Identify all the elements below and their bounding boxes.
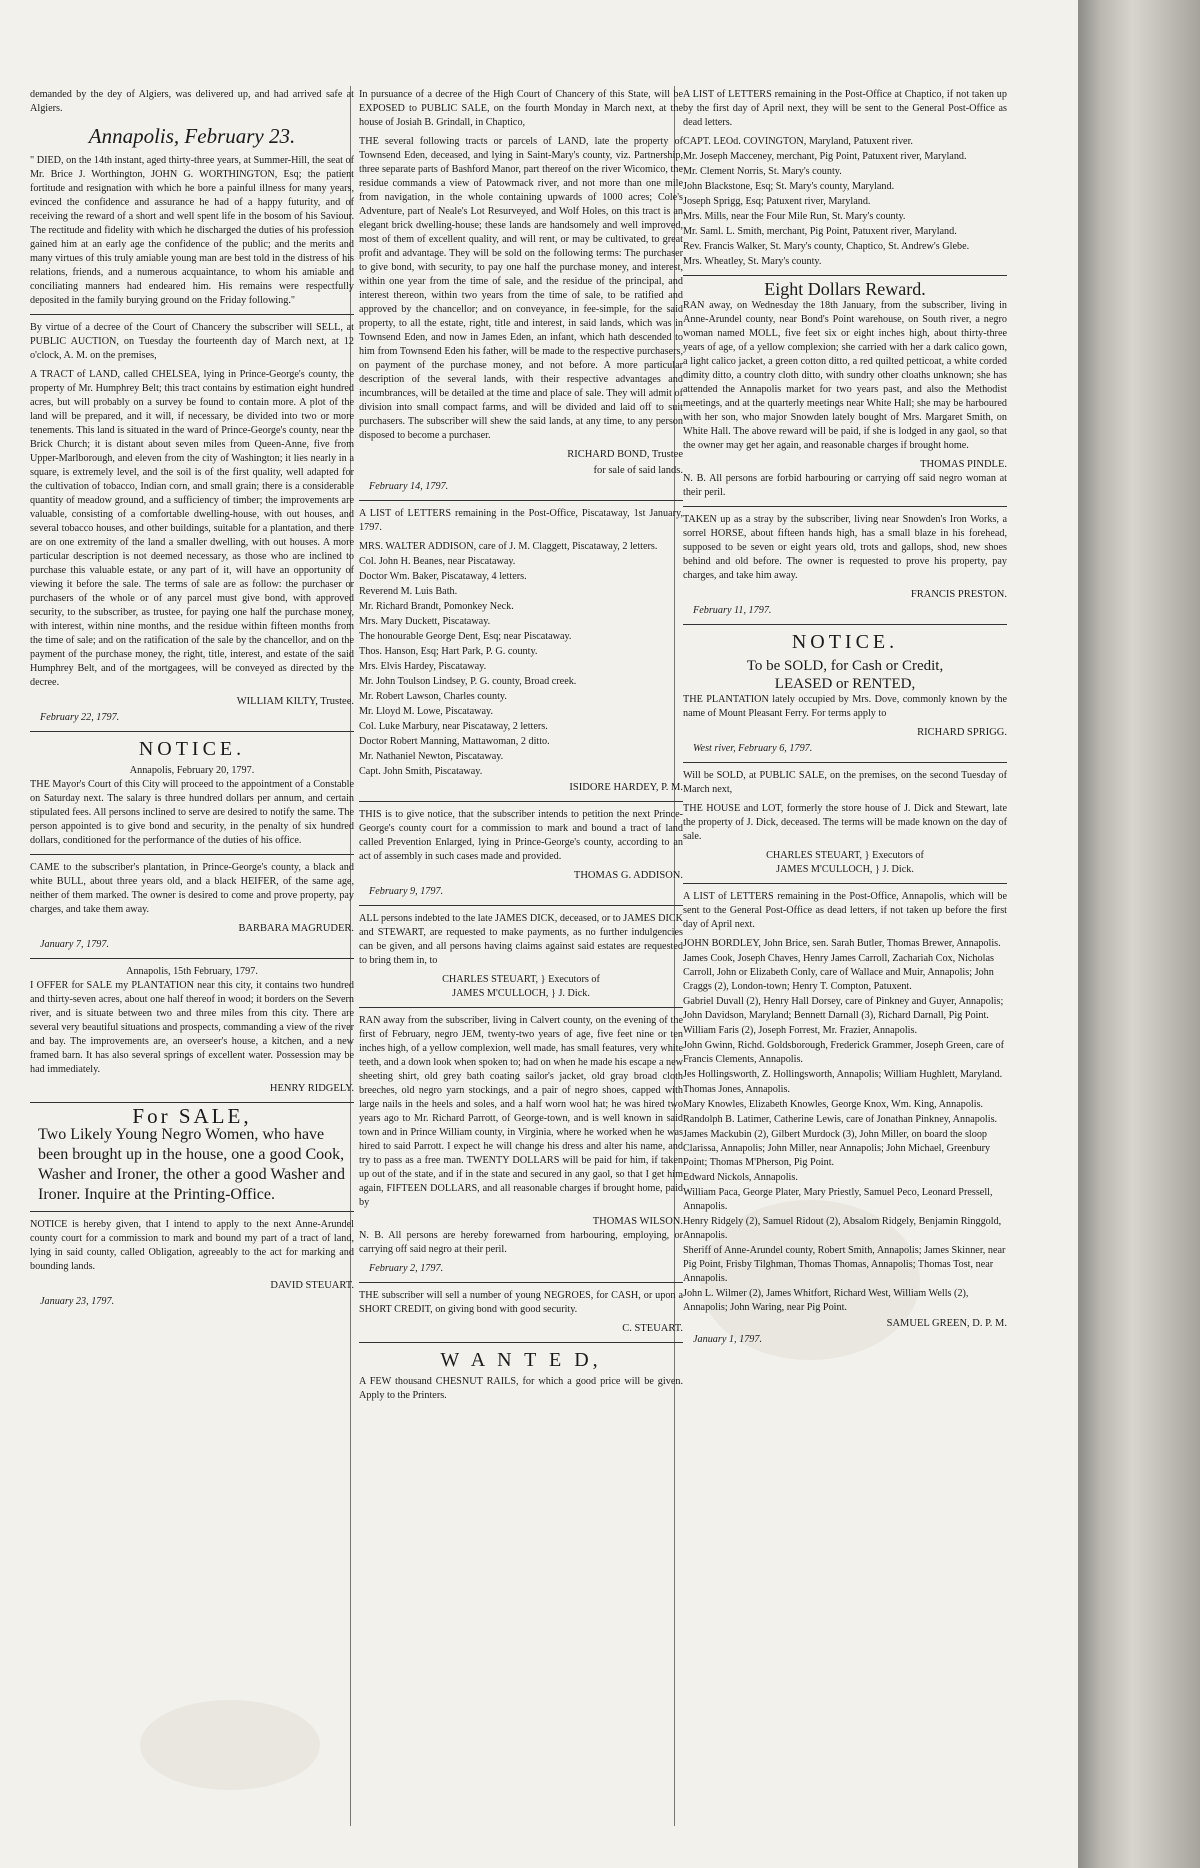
executor-line: JAMES M'CULLOCH, } J. Dick. <box>776 864 914 875</box>
signature: RICHARD SPRIGG. <box>917 727 1007 738</box>
list-item: Mr. Nathaniel Newton, Piscataway. <box>359 751 504 762</box>
annapolis-letters-intro: A LIST of LETTERS remaining in the Post-Office, Annapolis, which will be sent to the General Post-Office as dead letters, if not taken up before the first day of April next. <box>683 891 1007 930</box>
notice-body: THE Mayor's Court of this City will proceed to the appointment of a Constable on Saturday next. The salary is three hundred dollars per annum, and certain stipulated fees. All persons inclined to serve are desired to notify the same. The person appointed is to give bond and security, in the penalty of six hundred dollars, conditioned for the performance of the duties of his office. <box>30 779 354 846</box>
signature: THOMAS G. ADDISON. <box>573 870 683 881</box>
list-item: John Gwinn, Richd. Goldsborough, Frederick Grammer, Joseph Green, care of Francis Clements, Annapolis. <box>683 1040 1004 1065</box>
negroes-body: THE subscriber will sell a number of young NEGROES, for CASH, or upon a SHORT CREDIT, on giving bond with good security. <box>359 1290 683 1315</box>
divider <box>359 500 683 501</box>
signature: BARBARA MAGRUDER. <box>238 923 354 934</box>
ad-date: February 11, 1797. <box>693 605 772 616</box>
signature: DAVID STEUART. <box>270 1280 354 1291</box>
column-middle <box>359 88 683 1408</box>
ad-date: February 14, 1797. <box>369 481 449 492</box>
chaptico-intro: A LIST of LETTERS remaining in the Post-Office at Chaptico, if not taken up by the first day of April next, they will be sent to the General Post-Office as dead letters. <box>683 89 1007 128</box>
addison-body: THIS is to give notice, that the subscriber intends to petition the next Prince-George's county court for a commission to mark and bound a tract of land called Prevention Enlarged, lying in Prince-George's county, according to an act of assembly in such cases made and provided. <box>359 809 683 862</box>
divider <box>30 1102 354 1103</box>
list-item: John L. Wilmer (2), James Whitfort, Richard West, William Wells (2), Annapolis; John Waring, near Pig Point. <box>683 1288 969 1313</box>
obituary-text: " DIED, on the 14th instant, aged thirty-three years, at Summer-Hill, the seat of Mr. Brice J. Worthington, JOHN G. WORTHINGTON, Esq; the patient fortitude and resignation with which he bore a painful illness for many years, evinced the confidence and assurance he had of a happy futurity, and of receiving the reward of a short and well spent life in the bosom of his Saviour. The rectitude and fidelity with which he discharged the duties of his profession gained him at an early age the confidence of the public; and the merits and many virtues of this truly amiable young man are best told in the distress of his relations, friends, and a numerous acquaintance, to whom his amiable and conciliating manners had endeared him. His remains were respectfully deposited in the family burying ground on the Friday following." <box>30 155 354 306</box>
signature: FRANCIS PRESTON. <box>910 589 1007 600</box>
list-item: John Blackstone, Esq; St. Mary's county, Maryland. <box>683 181 895 192</box>
letters-list <box>359 540 683 779</box>
grindall-intro: In pursuance of a decree of the High Court of Chancery of this State, will be EXPOSED to PUBLIC SALE, on the fourth Monday in March next, at the house of Josiah B. Grindall, in Chaptico, <box>359 89 683 128</box>
divider <box>683 275 1007 276</box>
ad-date: January 1, 1797. <box>693 1334 763 1345</box>
list-item: Mr. Lloyd M. Lowe, Piscataway. <box>359 706 494 717</box>
bull-body: CAME to the subscriber's plantation, in Prince-George's county, a black and white BULL, about three years old, and a black HEIFER, of the same age, neither of them marked. The owner is desired to come and prove property, pay charges, and take them away. <box>30 862 354 915</box>
list-item: Mrs. Mills, near the Four Mile Run, St. Mary's county. <box>683 211 906 222</box>
list-item: Rev. Francis Walker, St. Mary's county, Chaptico, St. Andrew's Glebe. <box>683 241 970 252</box>
list-item: Mrs. Wheatley, St. Mary's county. <box>683 256 822 267</box>
letters-intro: A LIST of LETTERS remaining in the Post-Office, Piscataway, 1st January, 1797. <box>359 508 683 533</box>
list-item: Thos. Hanson, Esq; Hart Park, P. G. county. <box>359 646 538 657</box>
divider <box>359 1342 683 1343</box>
list-item: Doctor Wm. Baker, Piscataway, 4 letters. <box>359 571 527 582</box>
notice-subheading: LEASED or RENTED, <box>774 676 916 692</box>
ridgely-dateline: Annapolis, 15th February, 1797. <box>126 966 258 977</box>
divider <box>359 905 683 906</box>
list-item: Mr. Joseph Macceney, merchant, Pig Point, Patuxent river, Maryland. <box>683 151 967 162</box>
list-item: Col. Luke Marbury, near Piscataway, 2 letters. <box>359 721 548 732</box>
divider <box>359 801 683 802</box>
fragment-text: demanded by the dey of Algiers, was delivered up, and had arrived safe at Algiers. <box>30 89 354 114</box>
for-sale-heading: For SALE, <box>132 1104 252 1128</box>
list-item: Jes Hollingsworth, Z. Hollingsworth, Annapolis; William Hughlett, Maryland. <box>683 1069 1003 1080</box>
list-item: James Mackubin (2), Gilbert Murdock (3), John Miller, on board the sloop Clarissa, Annapolis; John Miller, near Annapolis; John Michael, Greenbury Point; Thomas M'Pherson, Pig Point. <box>683 1129 991 1168</box>
signature: THOMAS PINDLE. <box>920 459 1007 470</box>
executor-line: CHARLES STEUART, } Executors of <box>766 850 924 861</box>
list-item: Mrs. Elvis Hardey, Piscataway. <box>359 661 487 672</box>
list-item: Gabriel Duvall (2), Henry Hall Dorsey, care of Pinkney and Guyer, Annapolis; John Davidson, Maryland; Bennett Darnall (3), Richard Darnall, Pig Point. <box>683 996 1004 1021</box>
jem-body: RAN away from the subscriber, living in Calvert county, on the evening of the first of February, negro JEM, twenty-two years of age, five feet nine or ten inches high, of a yellow complexion, well made, has small features, very white teeth, and a down look when spoken to; had on when he made his escape a new sheeting shirt, old grey bath coating sailor's jacket, old gray broad cloth breeches, old negro yarn stockings, and a pair of negro shoes, capped with large nails in the heels and soles, and a half worn wool hat; he was hired two years ago to Mr. Richard Parrott, of George-town, and is well known in said town and in Prince William county, in Virginia, where he worked when he was hired to said Parrott. I expect he will change his dress and alter his name, and try to pass as a free man. TWENTY DOLLARS will be paid for him, if taken up out of the state, and if in the state and secured in any gaol, so that I get him again, FIFTEEN DOLLARS, and all reasonable charges if brought home, paid by <box>359 1015 683 1208</box>
list-item: Henry Ridgely (2), Samuel Ridout (2), Absalom Ridgely, Benjamin Ringgold, Annapolis. <box>683 1216 1002 1241</box>
list-item: Mary Knowles, Elizabeth Knowles, George Knox, Wm. King, Annapolis. <box>683 1099 984 1110</box>
divider <box>683 624 1007 625</box>
list-item: Edward Nickols, Annapolis. <box>683 1172 798 1183</box>
signature: RICHARD BOND, Trustee <box>567 449 683 460</box>
signature: THOMAS WILSON. <box>592 1216 683 1227</box>
chelsea-body: A TRACT of LAND, called CHELSEA, lying in Prince-George's county, the property of Mr. Humphrey Belt; this tract contains by estimation eight hundred acres, but will probably on a survey be found to contain more. A plot of the land will be prepared, and it will, if necessary, be divided into two or more tenements. This land is situated in the ward of Prince-George's county, near the Brick Church; it is distant about seven miles from Queen-Anne, five from Upper-Marlborough, and eleven from the city of Washington; it lies nearly in a square, is extremely level, and the soil is of the first quality, well adapted for the cultivation of tobacco, Indian corn, and small grain; there is a considerable quantity of meadow ground, and a sufficiency of timber; the improvements are valuable, consisting of a comfortable dwelling-house, with out houses, and several tobacco houses, and other buildings, suitable for a plantation, and there are on one extremity of the land a smaller dwelling, with out houses. A more particular description is not deemed necessary, as those who are inclined to purchase this valuable estate, or any part of it, will have an opportunity of viewing it before the sale. The terms of sale are as follow: the purchaser or purchasers of the whole or of any parcel must give bond, with approved security, to the subscriber, as trustee, for paying one half the purchase money, with interest, within nine months, and the residue within fifteen months from the time of sale; and on the ratification of the sale by the chancellor, and on the payment of the purchase money, the right, title, interest, and estate of the said Humphrey Belt, and of the mortgagees, will be conveyed as directed by the decree. <box>30 369 354 688</box>
column-left <box>30 88 354 1313</box>
signature: HENRY RIDGELY. <box>269 1083 354 1094</box>
list-item: Mr. Robert Lawson, Charles county. <box>359 691 507 702</box>
ad-date: West river, February 6, 1797. <box>693 743 813 754</box>
divider <box>359 1007 683 1008</box>
list-item: Col. John H. Beanes, near Piscataway. <box>359 556 516 567</box>
divider <box>30 1211 354 1212</box>
list-item: Thomas Jones, Annapolis. <box>683 1084 790 1095</box>
sprigg-body: THE PLANTATION lately occupied by Mrs. Dove, commonly known by the name of Mount Pleasant Ferry. For terms apply to <box>683 694 1007 719</box>
notice-dateline: Annapolis, February 20, 1797. <box>129 765 255 776</box>
chelsea-intro: By virtue of a decree of the Court of Chancery the subscriber will SELL, at PUBLIC AUCTION, on Tuesday the fourteenth day of March next, at 12 o'clock, A. M. on the premises, <box>30 322 354 361</box>
divider <box>30 731 354 732</box>
dateline: Annapolis, February 23. <box>88 124 296 148</box>
list-item: Doctor Robert Manning, Mattawoman, 2 ditto. <box>359 736 550 747</box>
house-intro: Will be SOLD, at PUBLIC SALE, on the premises, on the second Tuesday of March next, <box>683 770 1007 795</box>
dick-body: ALL persons indebted to the late JAMES DICK, deceased, or to JAMES DICK and STEWART, are requested to make payments, as no further indulgencies can be given, and all persons having claims against said estates are requested to bring them in, to <box>359 913 683 966</box>
chaptico-list <box>683 135 1007 269</box>
list-item: Mr. Richard Brandt, Pomonkey Neck. <box>359 601 514 612</box>
signature: C. STEUART. <box>622 1323 683 1334</box>
list-item: Reverend M. Luis Bath. <box>359 586 458 597</box>
list-item: JOHN BORDLEY, John Brice, sen. Sarah Butler, Thomas Brewer, Annapolis. <box>683 938 1001 949</box>
notice-subheading: To be SOLD, for Cash or Credit, <box>746 658 944 674</box>
list-item: The honourable George Dent, Esq; near Piscataway. <box>359 631 572 642</box>
moll-nb: N. B. All persons are forbid harbouring or carrying off said negro woman at their peril. <box>683 473 1007 498</box>
ad-date: February 9, 1797. <box>369 886 444 897</box>
reward-heading: Eight Dollars Reward. <box>764 279 926 299</box>
divider <box>683 506 1007 507</box>
signature: SAMUEL GREEN, D. P. M. <box>886 1318 1007 1329</box>
executor-line: JAMES M'CULLOCH, } J. Dick. <box>452 988 590 999</box>
column-right <box>683 88 1007 1351</box>
list-item: Sheriff of Anne-Arundel county, Robert Smith, Annapolis; James Skinner, near Pig Point, Frisby Tilghman, Thomas Thomas, Annapolis; Thomas Tost, near Annapolis. <box>683 1245 1006 1284</box>
divider <box>30 854 354 855</box>
list-item: Mrs. Mary Duckett, Piscataway. <box>359 616 491 627</box>
house-body: THE HOUSE and LOT, formerly the store house of J. Dick and Stewart, late the property of J. Dick, deceased. The terms will be made known on the day of sale. <box>683 803 1007 842</box>
page-fold-edge <box>1078 0 1200 1868</box>
ad-date: January 23, 1797. <box>40 1296 115 1307</box>
signature: WILLIAM KILTY, Trustee. <box>236 696 354 707</box>
ad-date: February 22, 1797. <box>40 712 120 723</box>
divider <box>683 883 1007 884</box>
annapolis-letters-list <box>683 937 1007 1315</box>
steuart-body: NOTICE is hereby given, that I intend to apply to the next Anne-Arundel county court for a commission to mark and bound my part of a tract of land, lying in said county, called Obligation, agreeably to the act for marking and bounding lands. <box>30 1219 354 1272</box>
list-item: James Cook, Joseph Chaves, Henry James Carroll, Zachariah Cox, Nicholas Carroll, John or Elizabeth Conly, care of Wallace and Muir, Annapolis; John Craggs (2), London-town; Henry T. Compton, Patuxent. <box>683 953 994 992</box>
executor-line: CHARLES STEUART, } Executors of <box>442 974 600 985</box>
list-item: Randolph B. Latimer, Catherine Lewis, care of Jonathan Pinkney, Annapolis. <box>683 1114 998 1125</box>
list-item: Capt. John Smith, Piscataway. <box>359 766 483 777</box>
signature: ISIDORE HARDEY, P. M. <box>569 782 683 793</box>
list-item: Mr. Clement Norris, St. Mary's county. <box>683 166 842 177</box>
wanted-body: A FEW thousand CHESNUT RAILS, for which a good price will be given. Apply to the Printers. <box>359 1376 683 1401</box>
ad-date: January 7, 1797. <box>40 939 110 950</box>
ridgely-body: I OFFER for SALE my PLANTATION near this city, it contains two hundred and thirty-seven acres, about one half thereof in wood; it borders on the Severn river, and is situate between two and three miles from this city. There are several very beautiful situations and prospects, commanding a view of the river and bay. The improvements are, an overseer's house, a kitchen, and a new framed barn. It has also several springs of excellent water. Possession may be had immediately. <box>30 980 354 1075</box>
notice-heading: NOTICE. <box>138 738 246 760</box>
signature-title: for sale of said lands. <box>593 465 683 476</box>
list-item: Mr. John Toulson Lindsey, P. G. county, Broad creek. <box>359 676 577 687</box>
ad-date: February 2, 1797. <box>369 1263 444 1274</box>
horse-body: TAKEN up as a stray by the subscriber, living near Snowden's Iron Works, a sorrel HORSE, about fifteen hands high, has a small blaze in his forehead, supposed to be seven or eight years old, trots and gallops, shod, new shoes behind and old before. The owner is requested to prove his property, pay charges, and take him away. <box>683 514 1007 581</box>
notice-heading: NOTICE. <box>791 631 899 653</box>
divider <box>30 958 354 959</box>
wanted-heading: W A N T E D, <box>440 1349 602 1371</box>
moll-body: RAN away, on Wednesday the 18th January, from the subscriber, living in Anne-Arundel county, near Bond's Point warehouse, on South river, a negro woman named MOLL, five feet six or eight inches high, about thirty-three years of age, of a yellow complexion; she carried with her a dark calico gown, a light calico jacket, a green cotton ditto, a red quilted petticoat, a white corded dimity ditto, a country cloth ditto, with sundry other cloaths unknown; she has attended the Annapolis market for two years past, and also the Methodist meetings, and at the quarterly meetings near White Hall; she may be harboured with her son, who major Snowden lately bought of Mrs. Margaret Smith, on White Hall. The above reward will be paid, if she is lodged in any gaol, so that the owner may get her again, and reasonable charges if brought home. <box>683 300 1007 451</box>
divider <box>359 1282 683 1283</box>
for-sale-body: Two Likely Young Negro Women, who have been brought up in the house, one a good Cook, Washer and Ironer, the other a good Washer and Ironer. Inquire at the Printing-Office. <box>38 1126 346 1203</box>
list-item: CAPT. LEOd. COVINGTON, Maryland, Patuxent river. <box>683 136 913 147</box>
divider <box>30 314 354 315</box>
grindall-body: THE several following tracts or parcels of LAND, late the property of Townsend Eden, deceased, and lying in Saint-Mary's county, viz. Partnership, three separate parts of Bashford Manor, part thereof on the river Wicomico, the residue commands a view of Patowmack river, and not more than one mile from navigation, in the whole containing upwards of 1000 acres; Cole's Adventure, part of Neale's Lot Resurveyed, and Wolf Holes, on this tract is an elegant brick dwelling-house; these lands are handsomely and well improved, most of them of excellent quality, and will rent, or may be cultivated, to great profit and advantage. They will be sold on the following terms: The purchaser to give bond, with security, to pay one half the purchase money, and interest, within one year from the time of sale, and the residue of the principal, and interest thereon, within two years from the time of sale, to be ratified and approved by the chancellor; and on conveyance, in fee-simple, for the said property, to all the estate, right, title and interest, in said lands, which was in Townsend Eden, and now in James Eden, an infant, which hath descended to him from Townsend Eden his father, will be made to the respective purchasers, on payment of the purchase money, and not before. A more particular description of the several lands, with their respective advantages and incumbrances, will be detailed at the time and place of sale. They will admit of division into small compact farms, and will be divided and laid off to suit purchasers. The subscriber will shew the said lands, at any time, to any person disposed to become a purchaser. <box>359 136 683 441</box>
divider <box>683 762 1007 763</box>
list-item: Mr. Saml. L. Smith, merchant, Pig Point, Patuxent river, Maryland. <box>683 226 957 237</box>
list-item: Joseph Sprigg, Esq; Patuxent river, Maryland. <box>683 196 871 207</box>
jem-nb: N. B. All persons are hereby forewarned from harbouring, employing, or carrying off said negro at their peril. <box>359 1230 683 1255</box>
list-item: William Paca, George Plater, Mary Priestly, Samuel Peco, Leonard Pressell, Annapolis. <box>683 1187 993 1212</box>
list-item: William Faris (2), Joseph Forrest, Mr. Frazier, Annapolis. <box>683 1025 918 1036</box>
list-item: MRS. WALTER ADDISON, care of J. M. Claggett, Piscataway, 2 letters. <box>359 541 658 552</box>
